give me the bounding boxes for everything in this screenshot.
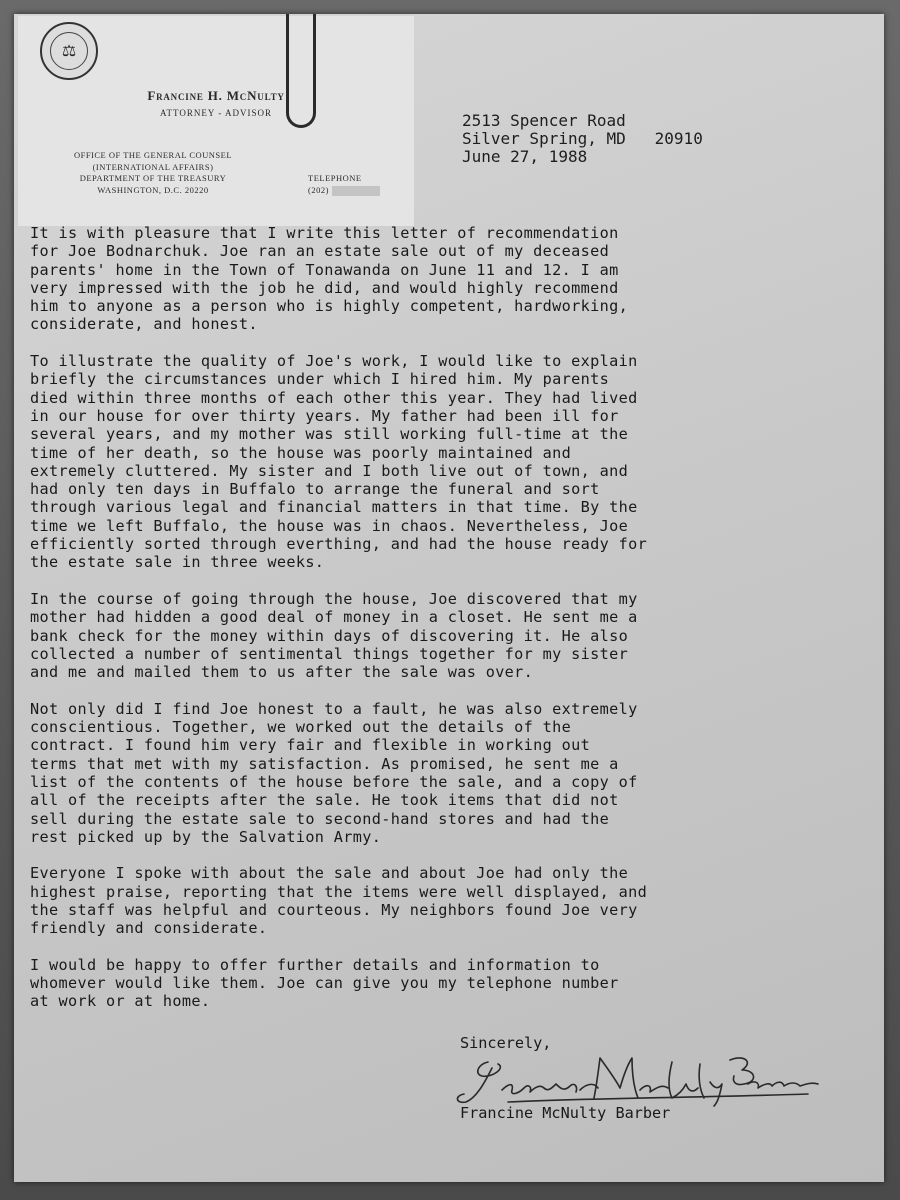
- seal-emblem: ⚖: [50, 32, 88, 70]
- business-card: [18, 16, 414, 226]
- card-phone-area: (202): [308, 184, 329, 195]
- paragraph: [30, 700, 770, 846]
- text-line: highest praise, reporting that the items were well displayed, and: [30, 882, 648, 901]
- text-line: friendly and considerate.: [30, 919, 268, 938]
- card-phone-block: [308, 173, 380, 196]
- text-line: collected a number of sentimental things together for my sister: [30, 644, 629, 663]
- text-line: died within three months of each other this year. They had lived: [30, 388, 638, 407]
- paragraph: [30, 590, 770, 681]
- text-line: in our house for over thirty years. My father had been ill for: [30, 406, 619, 425]
- card-office-line: (INTERNATIONAL AFFAIRS): [92, 161, 214, 172]
- card-title: ATTORNEY - ADVISOR: [159, 108, 272, 118]
- card-office-line: DEPARTMENT OF THE TREASURY: [79, 173, 227, 183]
- text-line: parents' home in the Town of Tonawanda on June 11 and 12. I am: [30, 260, 619, 279]
- text-line: rest picked up by the Salvation Army.: [30, 827, 382, 846]
- text-line: very impressed with the job he did, and would highly recommend: [30, 278, 619, 297]
- text-line: time we left Buffalo, the house was in chaos. Nevertheless, Joe: [30, 516, 629, 535]
- text-line: conscientious. Together, we worked out the details of the: [30, 718, 572, 737]
- text-line: time of her death, so the house was poorly maintained and: [30, 443, 572, 462]
- address-city: Silver Spring, MD 20910: [462, 129, 703, 148]
- text-line: and me and mailed them to us after the sale was over.: [30, 663, 534, 682]
- text-line: extremely cluttered. My sister and I both live out of town, and: [30, 461, 629, 480]
- paragraph: [30, 224, 770, 334]
- paragraph: [30, 864, 770, 937]
- text-line: terms that met with my satisfaction. As promised, he sent me a: [30, 754, 619, 773]
- paper-clip-icon: [286, 14, 316, 128]
- sender-address: [462, 112, 703, 166]
- card-office-line: OFFICE OF THE GENERAL COUNSEL: [73, 150, 233, 160]
- letter-date: June 27, 1988: [462, 147, 588, 166]
- signer-name: Francine McNulty Barber: [460, 1104, 671, 1122]
- text-line: the staff was helpful and courteous. My neighbors found Joe very: [30, 900, 638, 919]
- handwritten-signature: [448, 1054, 828, 1110]
- text-line: bank check for the money within days of discovering it. He also: [30, 626, 629, 645]
- text-line: To illustrate the quality of Joe's work, I would like to explain: [30, 352, 638, 371]
- address-street: 2513 Spencer Road: [462, 111, 626, 130]
- text-line: list of the contents of the house before the sale, and a copy of: [30, 772, 638, 791]
- text-line: considerate, and honest.: [30, 315, 258, 334]
- text-line: contract. I found him very fair and flexible in working out: [30, 736, 591, 755]
- text-line: I would be happy to offer further details and information to: [30, 955, 600, 974]
- text-line: all of the receipts after the sale. He took items that did not: [30, 791, 619, 810]
- paragraph: [30, 956, 770, 1011]
- text-line: whomever would like them. Joe can give you my telephone number: [30, 974, 619, 993]
- card-phone-number: [308, 185, 380, 197]
- text-line: Not only did I find Joe honest to a fault, he was also extremely: [30, 699, 638, 718]
- text-line: mother had hidden a good deal of money in a closet. He sent me a: [30, 608, 638, 627]
- text-line: at work or at home.: [30, 992, 211, 1011]
- redacted-phone-number: [332, 186, 380, 196]
- text-line: efficiently sorted through everthing, and had the house ready for: [30, 535, 648, 554]
- card-office-line: WASHINGTON, D.C. 20220: [97, 184, 209, 195]
- letter-body: [30, 224, 770, 1029]
- text-line: sell during the estate sale to second-hand stores and had the: [30, 809, 610, 828]
- text-line: Everyone I spoke with about the sale and about Joe had only the: [30, 864, 629, 883]
- card-phone-label: TELEPHONE: [308, 173, 362, 183]
- letter-page: [14, 14, 884, 1182]
- text-line: It is with pleasure that I write this letter of recommendation: [30, 224, 619, 242]
- card-office-block: [28, 150, 278, 196]
- text-line: several years, and my mother was still working full-time at the: [30, 425, 629, 444]
- text-line: him to anyone as a person who is highly competent, hardworking,: [30, 297, 629, 316]
- text-line: had only ten days in Buffalo to arrange the funeral and sort: [30, 480, 600, 499]
- text-line: for Joe Bodnarchuk. Joe ran an estate sale out of my deceased: [30, 242, 610, 261]
- text-line: briefly the circumstances under which I hired him. My parents: [30, 370, 610, 389]
- card-name: Francine H. McNulty: [147, 88, 285, 103]
- text-line: In the course of going through the house, Joe discovered that my: [30, 589, 638, 608]
- paragraph: [30, 352, 770, 572]
- text-line: the estate sale in three weeks.: [30, 553, 325, 572]
- text-line: through various legal and financial matters in that time. By the: [30, 498, 638, 517]
- treasury-seal-icon: [40, 22, 98, 80]
- closing: Sincerely,: [460, 1034, 552, 1052]
